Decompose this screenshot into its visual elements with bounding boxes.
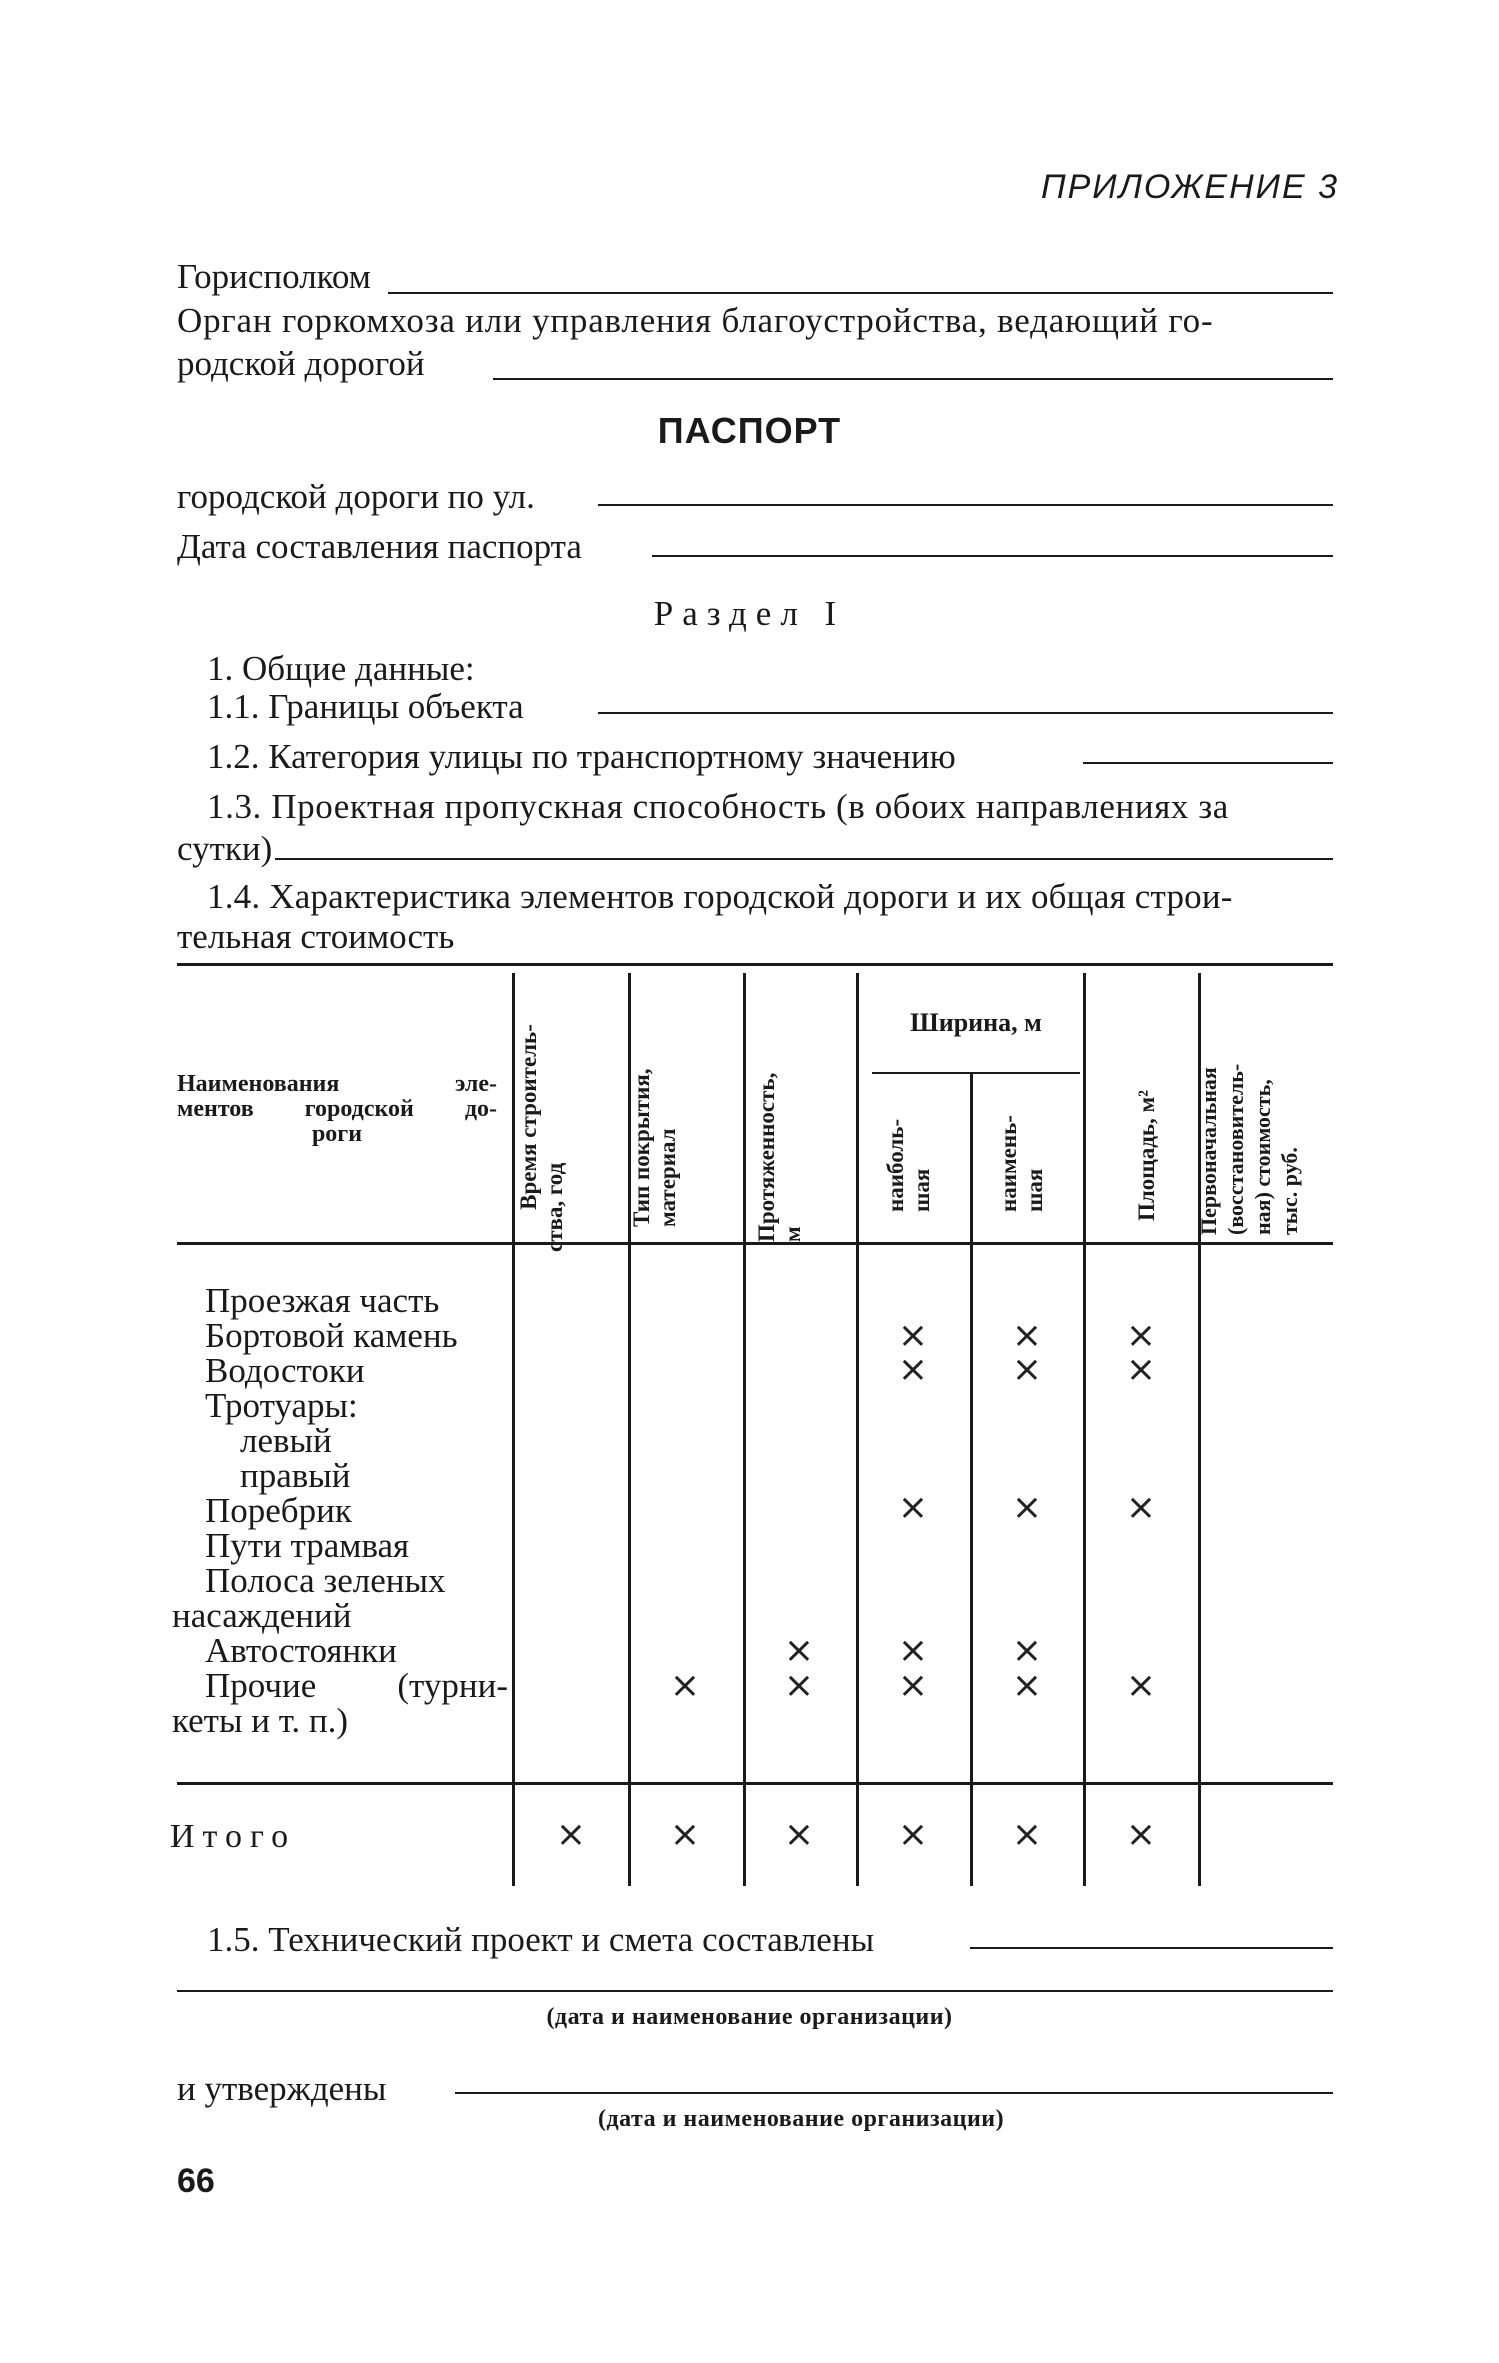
- col-header-length-line1: Протяженность,: [754, 1072, 779, 1242]
- item-1-2-line: [1083, 762, 1333, 764]
- section-heading: Раздел I: [653, 594, 846, 633]
- cross-mark: ×: [897, 1349, 929, 1390]
- cross-mark: ×: [1125, 1665, 1157, 1706]
- cross-mark: ×: [783, 1665, 815, 1706]
- organ-label-2: родской дорогой: [177, 344, 425, 383]
- cross-mark: ×: [1011, 1665, 1043, 1706]
- table-total-rule: [177, 1782, 1333, 1785]
- col-header-width-min-line1: наимень-: [996, 1115, 1021, 1212]
- cross-mark: ×: [897, 1630, 929, 1671]
- row-label: Пути трамвая: [205, 1526, 410, 1565]
- col-header-type: [629, 1007, 693, 1227]
- appendix-label: ПРИЛОЖЕНИЕ 3: [1040, 168, 1339, 206]
- item-1-4-b: тельная стоимость: [177, 917, 455, 956]
- cross-mark: ×: [1011, 1315, 1043, 1356]
- col-header-width-max: [883, 1072, 947, 1212]
- item-1-1-line: [598, 712, 1333, 714]
- cross-mark: ×: [1125, 1349, 1157, 1390]
- col-header-width-max-line1: наиболь-: [883, 1118, 908, 1212]
- row-label: Автостоянки: [205, 1631, 397, 1670]
- col-header-cost-line1: Первоначальная: [1196, 1067, 1221, 1235]
- general-heading: 1. Общие данные:: [207, 649, 475, 688]
- item-1-3-a: 1.3. Проектная пропускная способность (в обоих направлениях за: [207, 787, 1229, 826]
- row-label: Прочие (турни-: [205, 1666, 508, 1705]
- row-label: насаждений: [172, 1596, 352, 1635]
- cross-mark: ×: [783, 1814, 815, 1855]
- col-header-name-line1: Наименования эле-: [177, 1071, 497, 1097]
- cross-mark: ×: [897, 1814, 929, 1855]
- col-divider: [512, 973, 515, 1886]
- caption-organization-1: (дата и наименование организации): [546, 2004, 953, 2030]
- row-label: правый: [240, 1456, 351, 1495]
- col-header-name-line2: ментов городской до-: [177, 1096, 497, 1122]
- approved-line: [455, 2092, 1333, 2094]
- col-header-name: [177, 1072, 497, 1147]
- cross-mark: ×: [669, 1814, 701, 1855]
- col-divider: [856, 973, 859, 1886]
- item-1-5-line: [970, 1947, 1333, 1949]
- col-divider: [1083, 973, 1086, 1886]
- item-1-5: 1.5. Технический проект и смета составлены: [207, 1920, 875, 1959]
- cross-mark: ×: [1011, 1814, 1043, 1855]
- col-header-name-line3: роги: [311, 1121, 363, 1147]
- gorispolkom-label: Горисполком: [177, 257, 371, 296]
- row-label: левый: [240, 1421, 332, 1460]
- col-header-time: [516, 982, 580, 1252]
- item-1-2: 1.2. Категория улицы по транспортному значению: [207, 737, 956, 776]
- caption-organization-2: (дата и наименование организации): [598, 2106, 1005, 2132]
- cross-mark: ×: [1125, 1487, 1157, 1528]
- row-label: Тротуары:: [205, 1386, 358, 1425]
- cross-mark: ×: [1125, 1814, 1157, 1855]
- item-1-3-line: [275, 858, 1333, 860]
- page-title: ПАСПОРТ: [657, 410, 842, 451]
- cross-mark: ×: [1125, 1315, 1157, 1356]
- col-header-cost-line3: ная) стоимость,: [1250, 1079, 1275, 1235]
- road-label: городской дороги по ул.: [177, 477, 535, 516]
- col-header-cost: [1195, 985, 1305, 1235]
- cross-mark: ×: [897, 1315, 929, 1356]
- row-label: Бортовой камень: [205, 1316, 458, 1355]
- organ-line: [493, 378, 1333, 380]
- col-header-type-line2: материал: [655, 1128, 680, 1227]
- col-header-length-line2: м: [780, 1226, 805, 1242]
- col-header-width-min: [996, 1072, 1060, 1212]
- organization-line-1: [177, 1990, 1333, 1992]
- col-header-time-line1: Время строитель-: [516, 1024, 541, 1210]
- date-line: [652, 555, 1333, 557]
- cross-mark: ×: [1011, 1630, 1043, 1671]
- col-header-time-line2: ства, год: [542, 1162, 567, 1252]
- item-1-4-a: 1.4. Характеристика элементов городской дороги и их общая строи-: [207, 877, 1233, 916]
- organ-label-1: Орган горкомхоза или управления благоустройства, ведающий го-: [177, 301, 1214, 340]
- col-header-type-line1: Тип покрытия,: [629, 1068, 654, 1227]
- row-label: Проезжая часть: [205, 1281, 440, 1320]
- table-top-rule: [177, 963, 1333, 966]
- cross-mark: ×: [555, 1814, 587, 1855]
- col-header-length: [754, 992, 818, 1242]
- table-header-rule: [177, 1242, 1333, 1245]
- row-label: Поребрик: [205, 1491, 352, 1530]
- col-header-width-min-line2: шая: [1022, 1168, 1047, 1212]
- total-label: Итого: [170, 1818, 297, 1855]
- item-1-1: 1.1. Границы объекта: [207, 687, 524, 726]
- item-1-3-b: сутки): [177, 829, 273, 868]
- col-header-cost-line2: (восстановитель-: [1223, 1063, 1248, 1235]
- col-header-cost-line4: тыс. руб.: [1277, 1147, 1302, 1235]
- page-number: 66: [177, 2162, 215, 2200]
- col-divider: [743, 973, 746, 1886]
- col-divider: [970, 1074, 973, 1886]
- col-header-width-max-line2: шая: [909, 1168, 934, 1212]
- cross-mark: ×: [897, 1487, 929, 1528]
- row-label: Водостоки: [205, 1351, 365, 1390]
- road-line: [598, 504, 1333, 506]
- cross-mark: ×: [1011, 1349, 1043, 1390]
- cross-mark: ×: [897, 1665, 929, 1706]
- date-label: Дата составления паспорта: [177, 527, 582, 566]
- col-header-width: Ширина, м: [910, 1008, 1042, 1037]
- row-label: Полоса зеленых: [205, 1561, 446, 1600]
- cross-mark: ×: [1011, 1487, 1043, 1528]
- col-header-area: [1134, 1011, 1166, 1221]
- approved-label: и утверждены: [177, 2069, 387, 2108]
- cross-mark: ×: [669, 1665, 701, 1706]
- row-label: кеты и т. п.): [172, 1701, 349, 1740]
- gorispolkom-line: [388, 292, 1333, 294]
- cross-mark: ×: [783, 1630, 815, 1671]
- col-header-area-text: Площадь, м²: [1134, 1089, 1159, 1221]
